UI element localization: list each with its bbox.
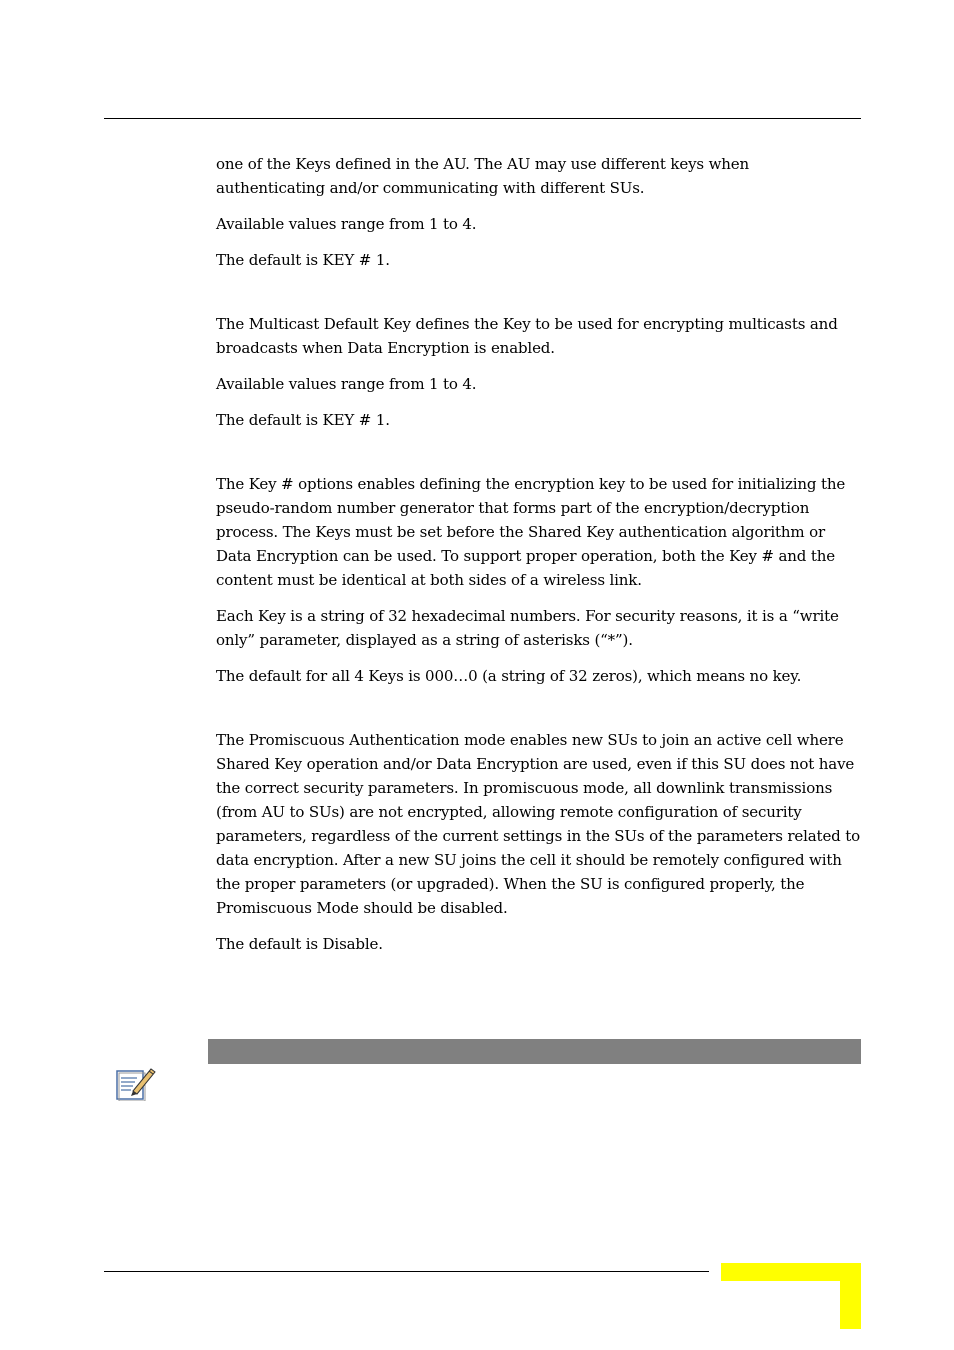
section-gap: [216, 700, 861, 728]
paragraph: The default for all 4 Keys is 000…0 (a string of 32 zeros), which means no key.: [216, 667, 802, 685]
paragraph: Each Key is a string of 32 hexadecimal numbers. For security reasons, it is a “write only” parameter, displayed as a string of asterisks (“*”).: [216, 607, 839, 649]
page-corner-tab: [721, 1263, 861, 1329]
paragraph: The Key # options enables defining the encryption key to be used for initializing the pseudo-random number generator that forms part of the encryption/decryption process. The Keys must be set before the Shared Key authentication algorithm or Data Encryption can be used. To support proper operation, both the Key # and the content must be identical at both sides of a wireless link.: [216, 475, 846, 589]
body-text: [216, 152, 861, 968]
note-bar: [208, 1039, 861, 1064]
paragraph: The Promiscuous Authentication mode enables new SUs to join an active cell where Shared Key operation and/or Data Encryption are used, even if this SU does not have the correct security parameters. In promiscuous mode, all downlink transmissions (from AU to SUs) are not encrypted, allowing remote configuration of security parameters, regardless of the current settings in the SUs of the parameters related to data encryption. After a new SU joins the cell it should be remotely configured with the proper parameters (or upgraded). When the SU is configured properly, the Promiscuous Mode should be disabled.: [216, 731, 860, 917]
section-gap: [216, 284, 861, 312]
paragraph: one of the Keys defined in the AU. The AU may use different keys when authenticating and/or communicating with different SUs.: [216, 155, 750, 197]
paragraph: The default is KEY # 1.: [216, 251, 390, 269]
header-rule: [104, 118, 861, 119]
paragraph: Available values range from 1 to 4.: [216, 215, 477, 233]
paragraph: The Multicast Default Key defines the Key to be used for encrypting multicasts and broadcasts when Data Encryption is enabled.: [216, 315, 838, 357]
paragraph: Available values range from 1 to 4.: [216, 375, 477, 393]
paragraph: The default is KEY # 1.: [216, 411, 390, 429]
section-gap: [216, 444, 861, 472]
note-pencil-icon: [115, 1063, 157, 1101]
paragraph: The default is Disable.: [216, 935, 383, 953]
footer-rule: [104, 1271, 709, 1272]
